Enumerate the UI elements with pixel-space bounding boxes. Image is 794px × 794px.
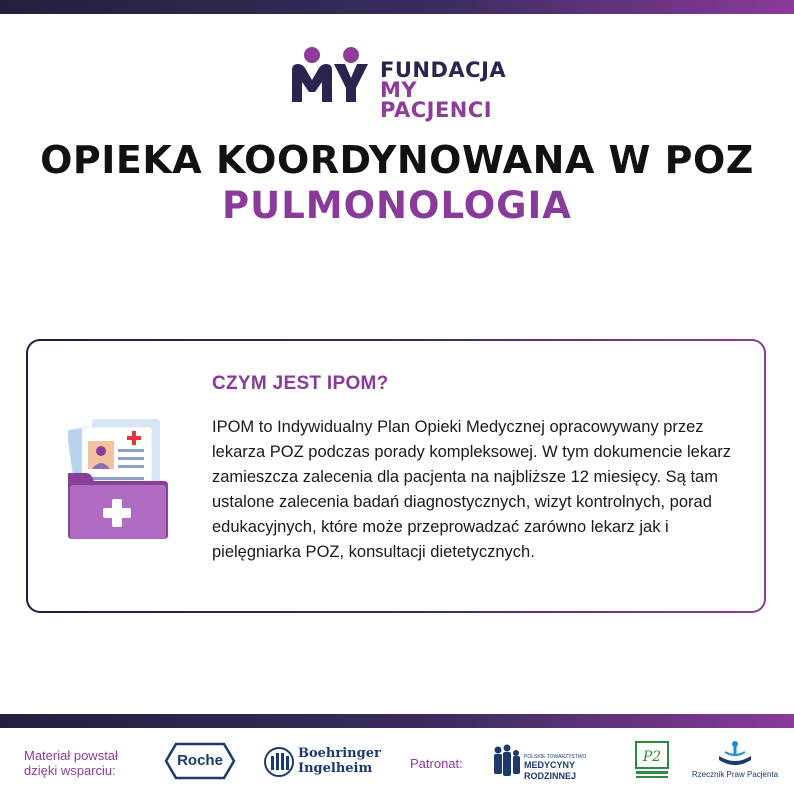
svg-text:P2: P2 xyxy=(642,749,662,765)
rpp-logo[interactable] xyxy=(690,740,780,782)
page-subtitle: PULMONOLOGIA xyxy=(222,184,572,227)
medical-folder-icon xyxy=(68,415,168,539)
ptmr-big-line: MEDYCYNY RODZINNEJ xyxy=(524,760,577,781)
p2-logo[interactable] xyxy=(632,740,672,780)
info-card xyxy=(26,339,766,613)
info-card-inner xyxy=(28,341,764,611)
foundation-logo[interactable] xyxy=(290,46,530,122)
p2-emblem-icon xyxy=(632,740,672,780)
card-body-text: IPOM to Indywidualny Plan Opieki Medycznej opracowywany przez lekarza POZ podczas porady kompleksowej. W tym dokumencie lekarz zamieszcza zalecenia dla pacjenta na najbliższe 12 miesięcy. Są tam ustalone zalecenia badań diagnostycznych, wizyt kontrolnych, porad edukacyjnych, które może przeprowadzać zarówno lekarz jak i pielęgniarka POZ, konsultacji dietetycznych. xyxy=(212,418,732,561)
ptmr-logo[interactable] xyxy=(490,744,615,780)
support-line-1: Materiał powstał xyxy=(24,748,118,763)
logo-line-1: FUNDACJA xyxy=(380,58,507,82)
my-logo-icon xyxy=(290,46,380,106)
family-figures-icon xyxy=(490,744,522,778)
boehringer-text xyxy=(298,746,381,776)
boehringer-line-2: Ingelheim xyxy=(298,761,373,776)
patronat-label: Patronat: xyxy=(410,756,463,771)
boehringer-building-icon xyxy=(264,746,294,778)
logo-text xyxy=(380,60,530,120)
boehringer-logo[interactable] xyxy=(264,744,381,780)
ptmr-small-line: POLSKIE TOWARZYSTWO xyxy=(524,754,587,760)
roche-text: Roche xyxy=(177,752,223,769)
support-line-2: dzięki wsparciu: xyxy=(24,763,116,778)
bottom-gradient-bar xyxy=(0,714,794,728)
roche-logo[interactable] xyxy=(164,742,236,780)
card-heading: CZYM JEST IPOM? xyxy=(212,373,389,394)
support-label xyxy=(24,748,118,778)
top-gradient-bar xyxy=(0,0,794,14)
logo-line-2: MY PACJENCI xyxy=(380,78,493,122)
page-title: OPIEKA KOORDYNOWANA W POZ xyxy=(40,138,754,182)
rpp-emblem-icon xyxy=(715,740,755,768)
boehringer-line-1: Boehringer xyxy=(298,746,381,761)
ptmr-text xyxy=(524,754,615,782)
rpp-text: Rzecznik Praw Pacjenta xyxy=(691,770,779,779)
